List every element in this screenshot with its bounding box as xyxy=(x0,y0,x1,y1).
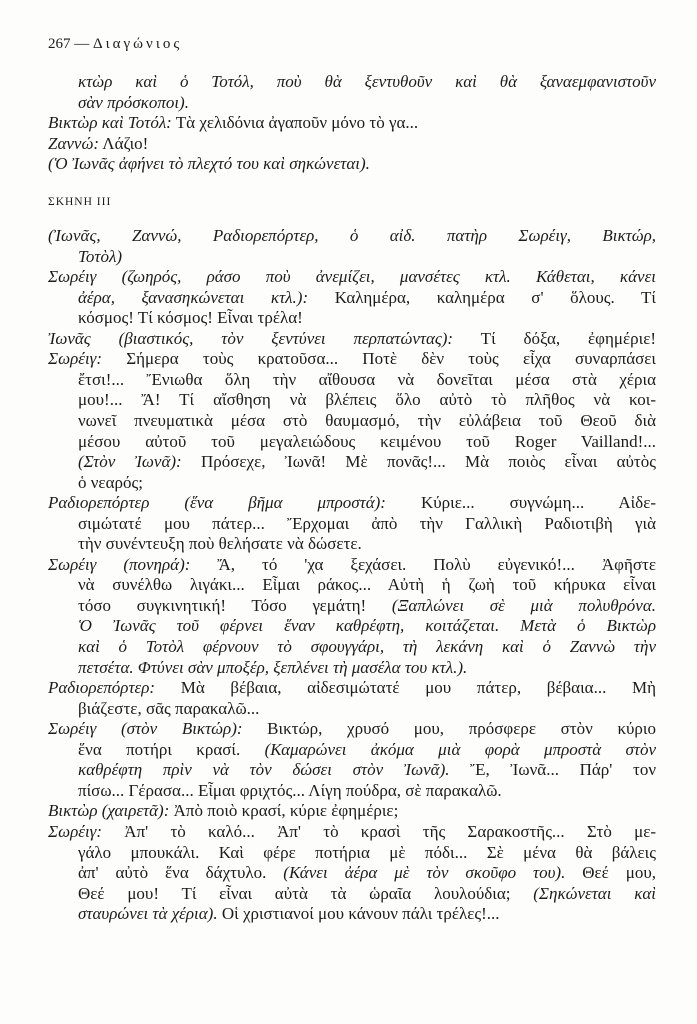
text-line xyxy=(48,348,656,369)
roman-segment: πίσω... Γέρασα... Εἶμαι φριχτός... Λίγη πούδρα, σὲ παρακαλῶ. xyxy=(78,780,502,800)
text-line xyxy=(48,677,656,698)
running-title: Διαγώνιος xyxy=(93,36,183,52)
italic-segment: (Ὁ Ἰωνᾶς ἀφήνει τὸ πλεχτό του καὶ σηκώνεται). xyxy=(48,154,370,173)
roman-segment: Ἀπ' τὸ καλό... Ἀπ' τὸ κρασὶ τῆς Σαρακοστῆς... Στὸ με- xyxy=(102,821,656,841)
text-line xyxy=(48,800,656,821)
italic-segment: Σωρέιγ (πονηρά): xyxy=(48,554,191,574)
roman-segment: Σήμερα τοὺς κρατοῦσα... Ποτὲ δὲν τοὺς εἶχα συναρπάσει xyxy=(102,349,656,369)
roman-segment: Ἀπὸ ποιὸ κρασί, κύριε ἐφημέριε; xyxy=(169,801,399,821)
italic-segment: πετσέτα. Φτύνει σὰν μποξέρ, ξεπλένει τὴ μασέλα του κτλ.). xyxy=(78,657,468,677)
text-line xyxy=(48,554,656,575)
italic-segment: Σωρέιγ: xyxy=(48,821,103,841)
italic-segment: Ἰωνᾶς (βιαστικός, τὸν ξεντύνει περπατώντας): xyxy=(48,328,454,348)
italic-segment: σὰν πρόσκοποι). xyxy=(78,92,189,112)
roman-segment: τόσο συγκινητική! Τόσο γεμάτη! xyxy=(78,595,392,615)
italic-segment: (Κάνει ἀέρα μὲ τὸν σκοῦφο του). xyxy=(283,863,566,883)
italic-segment: (Καμαρώνει ἀκόμα μιὰ φορὰ μπροστὰ στὸν xyxy=(264,739,656,759)
header-dash: — xyxy=(70,36,93,52)
text-line xyxy=(78,92,656,113)
text-line xyxy=(78,389,656,410)
italic-segment: Ζαννώ: xyxy=(48,133,99,153)
roman-segment: Λάζιο! xyxy=(99,133,149,153)
text-line xyxy=(78,307,656,328)
text-line xyxy=(78,513,656,534)
text-line xyxy=(78,862,656,883)
text-line xyxy=(48,225,656,246)
text-line xyxy=(78,533,656,554)
text-line xyxy=(78,883,656,904)
text-line xyxy=(78,698,656,719)
roman-segment: κόσμος! Τί κόσμος! Εἶναι τρέλα! xyxy=(78,308,303,328)
text-line xyxy=(48,153,656,174)
roman-segment: Ἔ, Ἰωνᾶ... Πάρ' τον xyxy=(449,760,657,780)
italic-segment: Ραδιορεπόρτερ (ἕνα βῆμα μπροστά): xyxy=(48,493,386,513)
text-line xyxy=(78,431,656,452)
text-line xyxy=(78,451,656,472)
roman-segment: Κύριε... συγνώμη... Αἰδε- xyxy=(385,493,656,513)
roman-segment: Βικτώρ, χρυσό μου, πρόσφερε στὸν κύριο xyxy=(242,719,656,739)
text-line xyxy=(78,574,656,595)
roman-segment: σιμώτατέ μου πάτερ... Ἔρχομαι ἀπὸ τὴν Γαλλικὴ Ραδιοτιβὴ γιὰ xyxy=(78,513,656,533)
roman-segment: ἔτσι!... Ἔνιωθα ὅλη τὴν αἴθουσα νὰ δονεῖται μέσα στὰ χέρια xyxy=(78,369,656,389)
italic-segment: Βικτὼρ (χαιρετᾶ): xyxy=(48,801,170,821)
italic-segment: σταυρώνει τὰ χέρια). xyxy=(78,904,218,924)
roman-segment: Οἱ χριστιανοί μου κάνουν πάλι τρέλες!... xyxy=(217,904,500,924)
italic-segment: καὶ ὁ Τοτὸλ φέρνουν τὸ σφουγγάρι, τὴ λεκάνη καὶ ὁ Ζαννὼ τὴν xyxy=(78,637,656,656)
page-number: 267 xyxy=(48,36,71,52)
roman-segment: Τί δόξα, ἐφημέριε! xyxy=(453,328,656,348)
italic-segment: (Ξαπλώνει σὲ μιὰ πολυθρόνα. xyxy=(391,595,656,615)
text-line xyxy=(78,615,656,636)
italic-segment: (Στὸν Ἰωνᾶ): xyxy=(78,452,182,472)
roman-segment: βιάζεστε, σᾶς παρακαλῶ... xyxy=(78,698,260,718)
text-line xyxy=(48,133,656,154)
text-line xyxy=(78,739,656,760)
text-line xyxy=(78,657,656,678)
italic-segment: Ραδιορεπόρτερ: xyxy=(48,678,156,698)
running-header xyxy=(48,36,182,53)
roman-segment: Θεέ μου, xyxy=(565,863,656,883)
text-line xyxy=(78,71,656,92)
roman-segment: νὰ συνέλθω λιγάκι... Εἶμαι ράκος... Αὐτὴ ἡ ζωὴ τοῦ κήρυκα εἶναι xyxy=(78,575,656,595)
italic-segment: Σωρέιγ (ζωηρός, ράσο ποὺ ἀνεμίζει, μανσέτες κτλ. Κάθεται, κάνει xyxy=(48,267,656,287)
italic-segment: Βικτὼρ καὶ Τοτόλ: xyxy=(48,113,172,132)
text-line xyxy=(78,595,656,616)
text-line xyxy=(48,718,656,739)
text-line xyxy=(48,328,656,349)
roman-segment: τὴν συνέντευξη ποὺ θελήσατε νὰ δώσετε. xyxy=(78,534,362,554)
text-line xyxy=(78,903,656,924)
text-line xyxy=(78,410,656,431)
roman-segment: μου!... Ἄ! Τί αἴσθηση νὰ βλέπεις ὅλο αὐτὸ τὸ πλῆθος νὰ κοι- xyxy=(78,390,656,410)
italic-segment: ἀέρα, ξανασηκώνεται κτλ.): xyxy=(78,287,309,307)
text-line xyxy=(78,636,656,657)
italic-segment: Ὁ Ἰωνᾶς τοῦ φέρνει ἕναν καθρέφτη, κοιτάζεται. Μετὰ ὁ Βικτὼρ xyxy=(78,616,656,636)
roman-segment: Θεέ μου! Τί εἶναι αὐτὰ τὰ ὡραῖα λουλούδια; xyxy=(78,883,534,903)
roman-segment: ἀπ' αὐτὸ ἕνα δάχτυλο. xyxy=(78,863,284,883)
text-line xyxy=(78,472,656,493)
italic-segment: καθρέφτη πρὶν νὰ τὸν δώσει στὸν Ἰωνᾶ). xyxy=(78,760,450,780)
roman-segment: Τὰ χελιδόνια ἀγαποῦν μόνο τὸ γα... xyxy=(171,113,419,132)
text-line xyxy=(48,112,656,133)
roman-segment: ὁ νεαρός; xyxy=(78,472,143,492)
roman-segment: μέσου αὐτοῦ τοῦ μεγαλειώδους κειμένου τοῦ Roger Vailland!... xyxy=(78,431,656,451)
italic-segment: Σωρέιγ (στὸν Βικτώρ): xyxy=(48,719,243,739)
italic-segment: (Σηκώνεται καὶ xyxy=(533,883,657,903)
text-line xyxy=(78,780,656,801)
roman-segment: Καλημέρα, καλημέρα σ' ὅλους. Τί xyxy=(308,287,656,307)
text-line xyxy=(78,246,656,267)
scene-heading: ΣΚΗΝΗ ΙΙΙ xyxy=(48,196,112,208)
text-line xyxy=(48,821,656,842)
italic-segment: κτὼρ καὶ ὁ Τοτόλ, ποὺ θὰ ξεντυθοῦν καὶ θὰ ξαναεμφανιστοῦν xyxy=(78,72,656,91)
italic-segment: (Ἰωνᾶς, Ζαννώ, Ραδιορεπόρτερ, ὁ αἰδ. πατὴρ Σωρέιγ, Βικτώρ, xyxy=(48,226,656,245)
text-line xyxy=(48,266,656,287)
text-line xyxy=(78,759,656,780)
text-line xyxy=(78,287,656,308)
text-line xyxy=(78,369,656,390)
roman-segment: Μὰ βέβαια, αἰδεσιμώτατέ μου πάτερ, βέβαια... Μὴ xyxy=(155,678,656,698)
italic-segment: Σωρέιγ: xyxy=(48,349,103,369)
italic-segment: Τοτὸλ) xyxy=(78,246,123,266)
text-line xyxy=(78,842,656,863)
text-line xyxy=(48,492,656,513)
roman-segment: ἕνα ποτήρι κρασί. xyxy=(78,739,265,759)
roman-segment: γάλο μπουκάλι. Καὶ φέρε ποτήρια μὲ πόδι... Σὲ μένα θὰ βάλεις xyxy=(78,842,656,862)
roman-segment: νωνεῖ πνευματικὰ μέσα στὸ θαυμασμό, τὴν εὐλάβεια τοῦ Θεοῦ διὰ xyxy=(78,410,656,430)
roman-segment: Ἄ, τό 'χα ξεχάσει. Πολὺ εὐγενικό!... Ἀφῆστε xyxy=(190,554,656,574)
roman-segment: Πρόσεχε, Ἰωνᾶ! Μὲ πονᾶς!... Μὰ ποιὸς εἶναι αὐτὸς xyxy=(181,452,657,472)
